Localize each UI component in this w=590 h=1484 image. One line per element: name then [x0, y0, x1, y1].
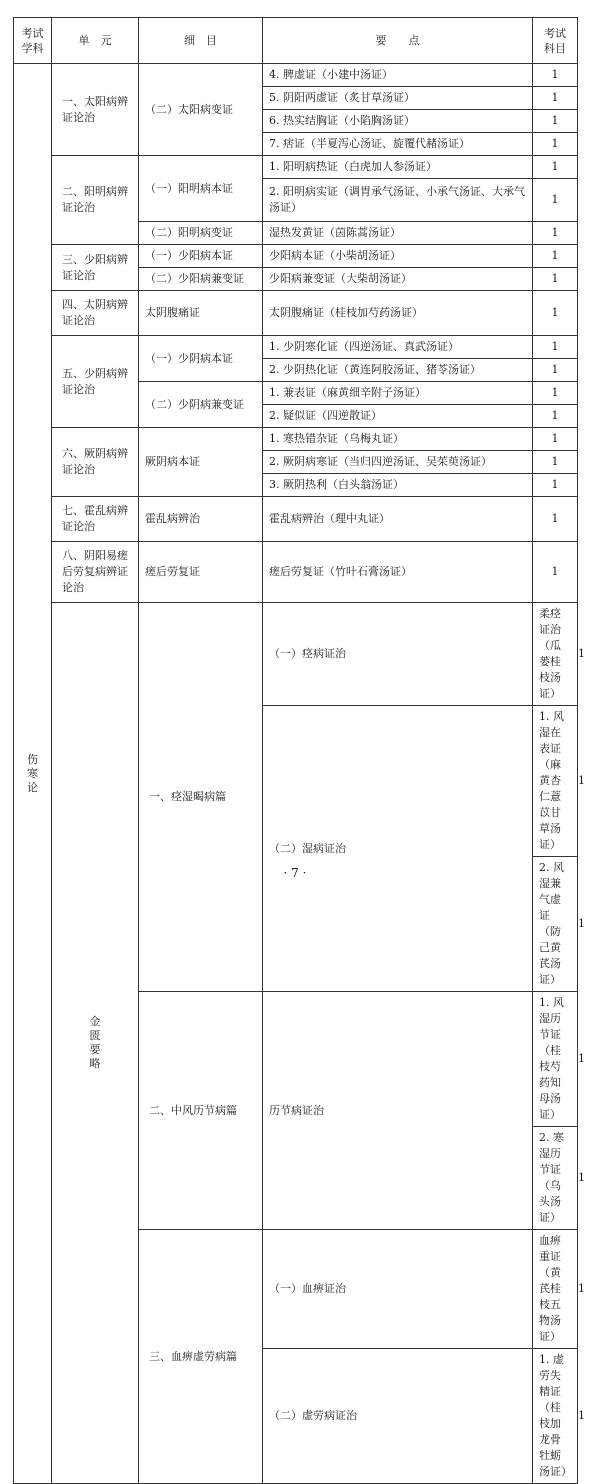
table-row: （二）湿病证治 1. 风湿在表证（麻黄杏仁薏苡甘草汤证） 1 [14, 706, 578, 857]
detail-cell: （二）阳明病变证 [139, 222, 263, 245]
point-cell: 1. 少阴寒化证（四逆汤证、真武汤证） [263, 336, 533, 359]
detail-cell: （二）虚劳病证治 [263, 1349, 533, 1484]
syllabus-table [13, 17, 585, 1484]
table-row [14, 497, 578, 542]
header-subject: 考试学科 [14, 18, 52, 64]
detail-cell: （一）血痹证治 [263, 1230, 533, 1349]
detail-cell: （二）湿病证治 [263, 706, 533, 992]
score-cell: 1 [533, 110, 578, 133]
point-cell: 1. 虚劳失精证（桂枝加龙骨牡蛎汤证） [533, 1349, 578, 1484]
table-row: 三、血痹虚劳病篇 （一）血痹证治 血痹重证（黄芪桂枝五物汤证） 1 [14, 1230, 578, 1349]
header-row [14, 18, 578, 64]
unit-cell: 五、少阴病辨证论治 [52, 336, 139, 428]
unit-cell: 六、厥阴病辨证论治 [52, 428, 139, 497]
table-row [14, 542, 578, 603]
detail-cell: （一）少阴病本证 [139, 336, 263, 382]
header-score: 考试科目 [533, 18, 578, 64]
detail-cell: （一）少阳病本证 [139, 245, 263, 268]
score-cell: 1 [533, 542, 578, 603]
detail-cell: （二）少阳病兼变证 [139, 268, 263, 291]
point-cell: 5. 阴阳两虚证（炙甘草汤证） [263, 87, 533, 110]
detail-cell: （二）少阴病兼变证 [139, 382, 263, 428]
score-cell: 1 [533, 497, 578, 542]
point-cell: 霍乱病辨治（理中丸证） [263, 497, 533, 542]
score-cell: 1 [533, 156, 578, 179]
detail-cell: （一）阳明病本证 [139, 156, 263, 222]
unit-cell: 二、中风历节病篇 [139, 992, 263, 1230]
unit-cell: 七、霍乱病辨证论治 [52, 497, 139, 542]
detail-cell: （一）痉病证治 [263, 603, 533, 706]
score-cell: 1 [533, 382, 578, 405]
point-cell: 少阳病本证（小柴胡汤证） [263, 245, 533, 268]
unit-cell: 四、太阴病辨证论治 [52, 291, 139, 336]
table-row [14, 64, 578, 87]
score-cell: 1 [533, 64, 578, 87]
point-cell: 太阴腹痛证（桂枝加芍药汤证） [263, 291, 533, 336]
table-body [14, 64, 585, 1484]
score-cell: 1 [533, 245, 578, 268]
page-number: · 7 · [283, 866, 307, 880]
point-cell: 1. 风湿历节证（桂枝芍药知母汤证） [533, 992, 578, 1127]
table-row: （二）虚劳病证治 1. 虚劳失精证（桂枝加龙骨牡蛎汤证） 1 [14, 1349, 578, 1484]
table-row [14, 156, 578, 179]
detail-cell: 瘥后劳复证 [139, 542, 263, 603]
table-row: 2. 风湿兼气虚证（防己黄芪汤证） 1 [14, 857, 578, 992]
point-cell: 6. 热实结胸证（小陷胸汤证） [263, 110, 533, 133]
score-cell: 1 [533, 428, 578, 451]
point-cell: 湿热发黄证（茵陈蒿汤证） [263, 222, 533, 245]
unit-cell: 三、少阳病辨证论治 [52, 245, 139, 291]
point-cell: 柔痉证治（瓜蒌桂枝汤证） [533, 603, 578, 706]
unit-cell: 八、阴阳易瘥后劳复病辨证论治 [52, 542, 139, 603]
header-unit: 单 元 [52, 18, 139, 64]
point-cell: 1. 阳明病热证（白虎加人参汤证） [263, 156, 533, 179]
detail-cell: 太阴腹痛证 [139, 291, 263, 336]
point-cell: 2. 阳明病实证（调胃承气汤证、小承气汤证、大承气汤证） [263, 179, 533, 222]
score-cell: 1 [533, 133, 578, 156]
subject-cell [52, 603, 139, 1484]
header-detail: 细 目 [139, 18, 263, 64]
point-cell: 1. 风湿在表证（麻黄杏仁薏苡甘草汤证） [533, 706, 578, 857]
subject-cell [14, 64, 52, 1484]
score-cell: 1 [533, 179, 578, 222]
score-cell: 1 [533, 451, 578, 474]
unit-cell: 二、阳明病辨证论治 [52, 156, 139, 245]
table-row [14, 245, 578, 268]
point-cell: 2. 风湿兼气虚证（防己黄芪汤证） [533, 857, 578, 992]
score-cell: 1 [533, 405, 578, 428]
table-row [14, 291, 578, 336]
unit-cell: 三、血痹虚劳病篇 [139, 1230, 263, 1484]
table-row: 2. 寒湿历节证（乌头汤证） 1 [14, 1127, 578, 1230]
point-cell: 2. 厥阴病寒证（当归四逆汤证、吴茱萸汤证） [263, 451, 533, 474]
detail-cell: （二）太阳病变证 [139, 64, 263, 156]
score-cell: 1 [533, 336, 578, 359]
subject-label: 金匮要略 [89, 1015, 101, 1070]
score-cell: 1 [533, 87, 578, 110]
point-cell: 2. 疑似证（四逆散证） [263, 405, 533, 428]
table-row [14, 428, 578, 451]
point-cell: 1. 兼表证（麻黄细辛附子汤证） [263, 382, 533, 405]
header-points: 要 点 [263, 18, 533, 64]
detail-cell: 霍乱病辨治 [139, 497, 263, 542]
point-cell: 7. 痞证（半夏泻心汤证、旋覆代赭汤证） [263, 133, 533, 156]
detail-cell: 历节病证治 [263, 992, 533, 1230]
score-cell: 1 [533, 268, 578, 291]
table-row: 二、中风历节病篇 历节病证治 1. 风湿历节证（桂枝芍药知母汤证） 1 [14, 992, 578, 1127]
detail-cell: 厥阴病本证 [139, 428, 263, 497]
score-cell: 1 [533, 291, 578, 336]
point-cell: 2. 少阴热化证（黄连阿胶汤证、猪苓汤证） [263, 359, 533, 382]
unit-cell: 一、痉湿暍病篇 [139, 603, 263, 992]
point-cell: 瘥后劳复证（竹叶石膏汤证） [263, 542, 533, 603]
subject-label: 伤寒论 [27, 752, 38, 794]
point-cell: 4. 脾虚证（小建中汤证） [263, 64, 533, 87]
point-cell: 1. 寒热错杂证（乌梅丸证） [263, 428, 533, 451]
score-cell: 1 [533, 222, 578, 245]
score-cell: 1 [533, 474, 578, 497]
point-cell: 少阳病兼变证（大柴胡汤证） [263, 268, 533, 291]
table-row [14, 336, 578, 359]
unit-cell: 一、太阳病辨证论治 [52, 64, 139, 156]
point-cell: 3. 厥阴热利（白头翁汤证） [263, 474, 533, 497]
point-cell: 2. 寒湿历节证（乌头汤证） [533, 1127, 578, 1230]
point-cell: 血痹重证（黄芪桂枝五物汤证） [533, 1230, 578, 1349]
table-row: 金匮要略 一、痉湿暍病篇 （一）痉病证治 柔痉证治（瓜蒌桂枝汤证） 1 [14, 603, 578, 706]
score-cell: 1 [533, 359, 578, 382]
